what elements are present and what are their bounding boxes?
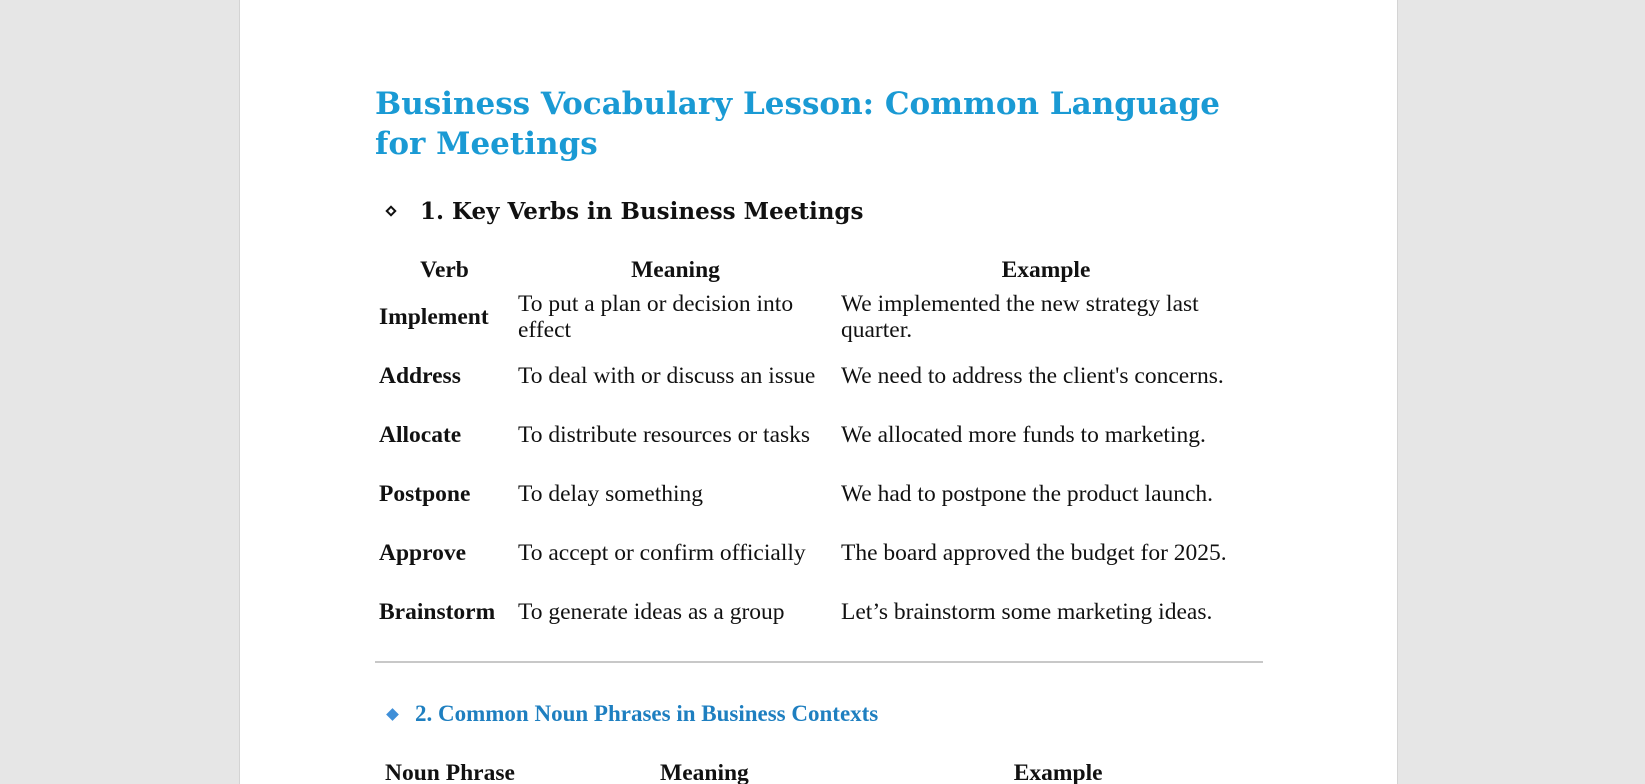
verb-cell: Postpone	[379, 480, 471, 507]
section-heading-noun-phrases	[375, 697, 878, 731]
example-cell: We implemented the new strategy last quarter.	[841, 290, 1199, 343]
table-header-row	[375, 253, 1255, 287]
section-heading-key-verbs	[375, 192, 863, 230]
column-header-example: Example	[1013, 760, 1103, 784]
horizontal-divider	[375, 661, 1263, 663]
noun-phrases-table	[385, 757, 1263, 784]
document-page	[239, 0, 1398, 784]
table-row	[375, 346, 1255, 405]
column-header-noun-phrase: Noun Phrase	[385, 760, 515, 784]
verb-cell: Allocate	[379, 421, 462, 448]
example-cell: We need to address the client's concerns.	[841, 362, 1224, 389]
table-header-row	[385, 757, 1263, 784]
verb-cell: Implement	[379, 303, 489, 330]
table-row	[375, 405, 1255, 464]
example-cell: Let’s brainstorm some marketing ideas.	[841, 598, 1213, 625]
example-cell: We allocated more funds to marketing.	[841, 421, 1206, 448]
meaning-cell: To distribute resources or tasks	[518, 421, 811, 448]
meaning-cell: To deal with or discuss an issue	[518, 362, 816, 389]
hollow-diamond-icon	[385, 205, 396, 216]
table-row	[375, 464, 1255, 523]
column-header-example: Example	[1001, 257, 1091, 283]
meaning-cell: To accept or confirm officially	[518, 539, 806, 566]
column-header-meaning: Meaning	[631, 257, 720, 283]
diamond-icon	[386, 708, 399, 721]
example-cell: We had to postpone the product launch.	[841, 480, 1214, 507]
document-title: Business Vocabulary Lesson: Common Language for Meetings	[375, 86, 1220, 162]
section-heading-text: 2. Common Noun Phrases in Business Contexts	[415, 701, 879, 726]
table-row	[375, 582, 1255, 641]
column-header-verb: Verb	[420, 257, 469, 283]
table-row	[375, 523, 1255, 582]
example-cell: The board approved the budget for 2025.	[841, 539, 1227, 566]
meaning-cell: To generate ideas as a group	[518, 598, 785, 625]
verb-cell: Address	[379, 362, 461, 389]
column-header-meaning: Meaning	[660, 760, 749, 784]
section-heading-text: 1. Key Verbs in Business Meetings	[420, 197, 864, 225]
verb-cell: Approve	[379, 539, 467, 566]
verb-cell: Brainstorm	[379, 598, 496, 625]
meaning-cell: To put a plan or decision into effect	[518, 290, 794, 343]
meaning-cell: To delay something	[518, 480, 704, 507]
table-row	[375, 287, 1255, 346]
key-verbs-table	[375, 253, 1255, 641]
